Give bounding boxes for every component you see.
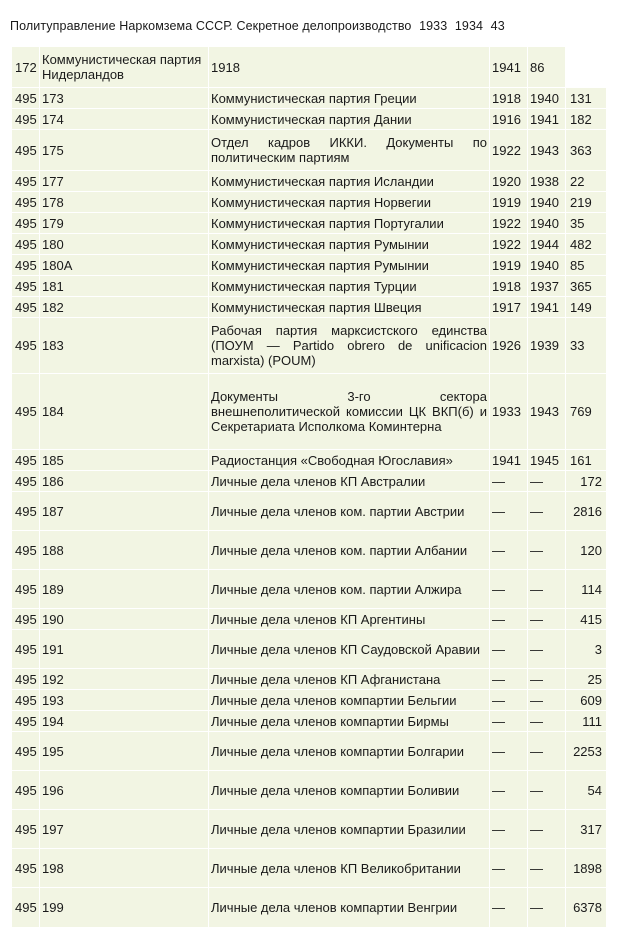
file-count-cell: 365 [566,276,607,297]
table-row [12,192,607,213]
title-cell: Личные дела членов КП Австралии [209,471,490,492]
file-count-cell: 149 [566,297,607,318]
start-year-cell: 1918 [490,88,528,109]
inventory-number-cell: 192 [40,669,209,690]
end-year-cell: — [528,471,566,492]
table-row [12,771,607,810]
file-count-cell: 85 [566,255,607,276]
file-count-cell: 33 [566,318,607,374]
end-year-cell: — [528,810,566,849]
header-title: Политуправление Наркомзема СССР. Секретное делопроизводство [10,19,412,33]
table-row [12,297,607,318]
file-count-cell: 769 [566,374,607,450]
start-year-cell: 1922 [490,130,528,171]
fund-table-body [12,47,607,927]
start-year-cell: — [490,771,528,810]
end-year-cell: 1941 [528,109,566,130]
title-cell: Рабочая партия марксистского единства (ПОУМ — Partido obrero de unificacion marxista) (POUM) [209,318,490,374]
fund-number-cell: 495 [12,810,40,849]
end-year-cell: 1945 [528,450,566,471]
fund-number-cell: 495 [12,732,40,771]
end-year-cell: 1943 [528,130,566,171]
inventory-number-cell: 187 [40,492,209,531]
title-cell: Личные дела членов компартии Бразилии [209,810,490,849]
header-count: 43 [490,19,505,33]
title-cell: Личные дела членов КП Саудовской Аравии [209,630,490,669]
start-year-cell: 1919 [490,192,528,213]
file-count-cell: 317 [566,810,607,849]
file-count-cell: 111 [566,711,607,732]
start-year-cell: — [490,492,528,531]
table-row [12,234,607,255]
end-year-cell: — [528,492,566,531]
start-year-cell: 1941 [490,47,528,88]
title-cell: Коммунистическая партия Турции [209,276,490,297]
table-row [12,471,607,492]
end-year-cell: 1937 [528,276,566,297]
table-row [12,255,607,276]
inventory-number-cell: 180 [40,234,209,255]
fund-number-cell: 495 [12,771,40,810]
title-cell: Личные дела членов ком. партии Алжира [209,570,490,609]
inventory-number-cell: 178 [40,192,209,213]
file-count-cell: 2253 [566,732,607,771]
inventory-number-cell: 174 [40,109,209,130]
title-cell: Документы 3-го сектора внешнеполитической комиссии ЦК ВКП(б) и Секретариата Исполкома Коминтерна [209,374,490,450]
title-cell: Личные дела членов КП Афганистана [209,669,490,690]
start-year-cell: 1926 [490,318,528,374]
table-row [12,171,607,192]
table-row [12,374,607,450]
header-year-end: 1934 [454,19,484,33]
fund-number-cell: 495 [12,450,40,471]
file-count-cell: 3 [566,630,607,669]
table-row [12,492,607,531]
fund-number-cell: 495 [12,374,40,450]
file-count-cell: 114 [566,570,607,609]
inventory-number-cell: 175 [40,130,209,171]
fund-number-cell: 495 [12,213,40,234]
fund-number-cell: 495 [12,88,40,109]
title-cell: Коммунистическая партия Дании [209,109,490,130]
fund-table [11,46,607,927]
end-year-cell: — [528,690,566,711]
end-year-cell: 1940 [528,88,566,109]
start-year-cell: 1919 [490,255,528,276]
table-row [12,450,607,471]
inventory-number-cell: 177 [40,171,209,192]
end-year-cell: 1944 [528,234,566,255]
fund-number-cell: 495 [12,630,40,669]
end-year-cell: — [528,669,566,690]
start-year-cell: 1922 [490,234,528,255]
end-year-cell: 1943 [528,374,566,450]
fund-number-cell: 495 [12,471,40,492]
end-year-cell: 1938 [528,171,566,192]
start-year-cell: — [490,732,528,771]
inventory-number-cell: 183 [40,318,209,374]
title-cell: Личные дела членов ком. партии Австрии [209,492,490,531]
fund-number-cell: 495 [12,849,40,888]
inventory-number-cell: 184 [40,374,209,450]
inventory-number-cell: 198 [40,849,209,888]
file-count-cell: 161 [566,450,607,471]
end-year-cell: 86 [528,47,566,88]
start-year-cell: — [490,888,528,927]
fund-number-cell: 495 [12,888,40,927]
file-count-cell: 35 [566,213,607,234]
title-cell: Личные дела членов КП Аргентины [209,609,490,630]
inventory-number-cell: 193 [40,690,209,711]
table-row [12,630,607,669]
table-row [12,732,607,771]
fund-number-cell: 495 [12,276,40,297]
file-count-cell: 219 [566,192,607,213]
start-year-cell: 1920 [490,171,528,192]
file-count-cell: 172 [566,471,607,492]
fund-number-cell: 495 [12,192,40,213]
inventory-number-cell: 194 [40,711,209,732]
table-row [12,888,607,927]
start-year-cell: 1922 [490,213,528,234]
file-count-cell: 415 [566,609,607,630]
end-year-cell: 1940 [528,255,566,276]
file-count-cell: 6378 [566,888,607,927]
inventory-number-cell: 196 [40,771,209,810]
fund-number-cell: 172 [12,47,40,88]
title-cell: Личные дела членов компартии Бельгии [209,690,490,711]
fund-number-cell: 495 [12,492,40,531]
file-count-cell: 54 [566,771,607,810]
fund-number-cell: 495 [12,109,40,130]
fund-number-cell: 495 [12,234,40,255]
start-year-cell: — [490,849,528,888]
end-year-cell: — [528,732,566,771]
file-count-cell: 609 [566,690,607,711]
table-row [12,130,607,171]
start-year-cell: 1918 [490,276,528,297]
end-year-cell: 1940 [528,213,566,234]
fund-number-cell: 495 [12,570,40,609]
end-year-cell: — [528,888,566,927]
title-cell: Коммунистическая партия Норвегии [209,192,490,213]
title-cell: 1918 [209,47,490,88]
title-cell: Личные дела членов ком. партии Албании [209,531,490,570]
fund-number-cell: 495 [12,531,40,570]
file-count-cell [566,47,607,88]
end-year-cell: 1940 [528,192,566,213]
start-year-cell: — [490,630,528,669]
fund-number-cell: 495 [12,318,40,374]
start-year-cell: — [490,711,528,732]
fund-number-cell: 495 [12,171,40,192]
end-year-cell: 1941 [528,297,566,318]
inventory-number-cell: 191 [40,630,209,669]
table-row [12,609,607,630]
end-year-cell: — [528,849,566,888]
inventory-number-cell: 190 [40,609,209,630]
start-year-cell: — [490,609,528,630]
end-year-cell: — [528,570,566,609]
table-row [12,570,607,609]
fund-number-cell: 495 [12,255,40,276]
file-count-cell: 131 [566,88,607,109]
start-year-cell: — [490,531,528,570]
end-year-cell: — [528,630,566,669]
start-year-cell: — [490,669,528,690]
table-row [12,690,607,711]
inventory-number-cell: 181 [40,276,209,297]
title-cell: Личные дела членов КП Великобритании [209,849,490,888]
file-count-cell: 363 [566,130,607,171]
page-header [10,19,505,33]
inventory-number-cell: 182 [40,297,209,318]
inventory-number-cell: 186 [40,471,209,492]
end-year-cell: — [528,771,566,810]
fund-number-cell: 495 [12,690,40,711]
fund-number-cell: 495 [12,711,40,732]
title-cell: Коммунистическая партия Румынии [209,234,490,255]
start-year-cell: 1916 [490,109,528,130]
end-year-cell: — [528,609,566,630]
inventory-number-cell: 195 [40,732,209,771]
fund-number-cell: 495 [12,669,40,690]
title-cell: Коммунистическая партия Греции [209,88,490,109]
file-count-cell: 482 [566,234,607,255]
inventory-number-cell: 197 [40,810,209,849]
file-count-cell: 1898 [566,849,607,888]
table-row [12,213,607,234]
end-year-cell: — [528,531,566,570]
table-row [12,276,607,297]
inventory-number-cell: 188 [40,531,209,570]
inventory-number-cell: Коммунистическая партия Нидерландов [40,47,209,88]
fund-number-cell: 495 [12,130,40,171]
start-year-cell: 1917 [490,297,528,318]
file-count-cell: 25 [566,669,607,690]
start-year-cell: — [490,690,528,711]
start-year-cell: — [490,471,528,492]
inventory-number-cell: 189 [40,570,209,609]
table-row [12,810,607,849]
table-row [12,318,607,374]
fund-number-cell: 495 [12,297,40,318]
table-row [12,47,607,88]
table-row [12,669,607,690]
table-row [12,531,607,570]
title-cell: Отдел кадров ИККИ. Документы по политическим партиям [209,130,490,171]
header-year-start: 1933 [419,19,448,33]
title-cell: Коммунистическая партия Исландии [209,171,490,192]
inventory-number-cell: 185 [40,450,209,471]
file-count-cell: 182 [566,109,607,130]
file-count-cell: 120 [566,531,607,570]
file-count-cell: 22 [566,171,607,192]
table-row [12,109,607,130]
title-cell: Коммунистическая партия Румынии [209,255,490,276]
inventory-number-cell: 180А [40,255,209,276]
end-year-cell: 1939 [528,318,566,374]
title-cell: Личные дела членов компартии Боливии [209,771,490,810]
fund-number-cell: 495 [12,609,40,630]
inventory-number-cell: 173 [40,88,209,109]
inventory-number-cell: 179 [40,213,209,234]
table-row [12,711,607,732]
title-cell: Личные дела членов компартии Бирмы [209,711,490,732]
start-year-cell: — [490,810,528,849]
title-cell: Личные дела членов компартии Венгрии [209,888,490,927]
start-year-cell: 1933 [490,374,528,450]
inventory-number-cell: 199 [40,888,209,927]
title-cell: Коммунистическая партия Португалии [209,213,490,234]
file-count-cell: 2816 [566,492,607,531]
table-row [12,849,607,888]
table-row [12,88,607,109]
end-year-cell: — [528,711,566,732]
title-cell: Личные дела членов компартии Болгарии [209,732,490,771]
start-year-cell: — [490,570,528,609]
title-cell: Радиостанция «Свободная Югославия» [209,450,490,471]
start-year-cell: 1941 [490,450,528,471]
title-cell: Коммунистическая партия Швеция [209,297,490,318]
